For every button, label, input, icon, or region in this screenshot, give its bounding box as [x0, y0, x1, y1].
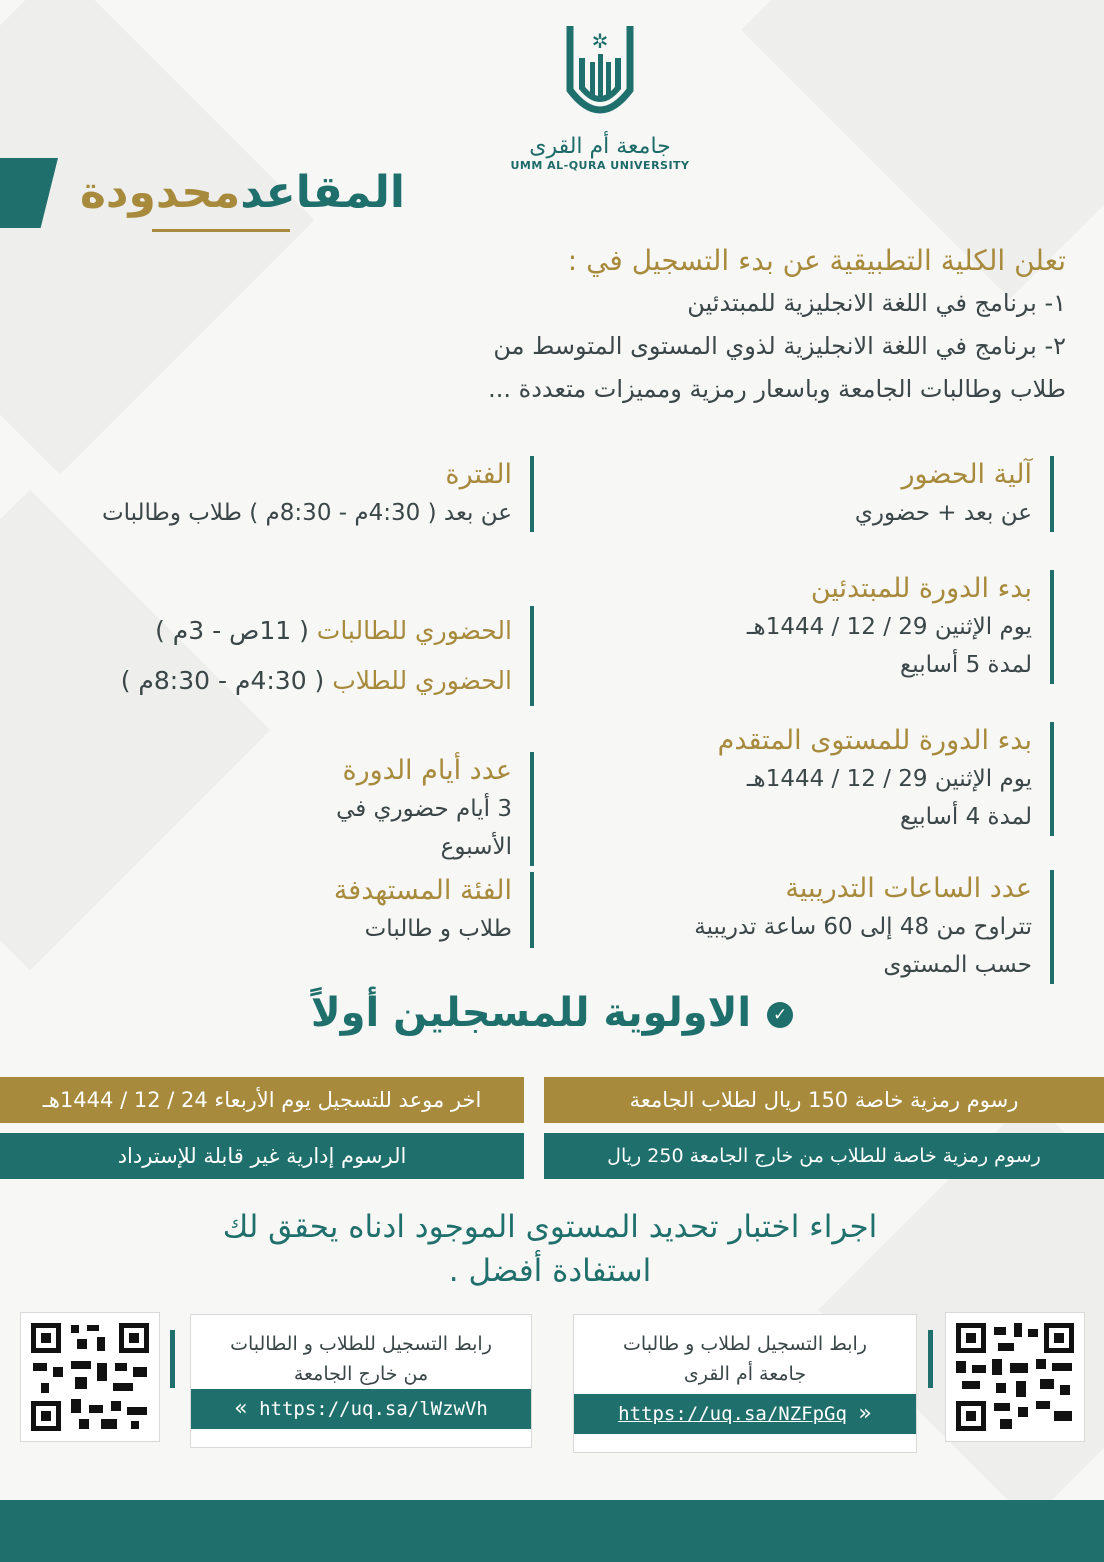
university-emblem-icon [558, 18, 642, 130]
beginners-start-block [672, 570, 1054, 684]
priority-text: الاولوية للمسجلين أولاً [310, 990, 752, 1036]
banner-underline [152, 229, 290, 232]
placement-test-line: استفادة أفضل . [448, 1253, 652, 1289]
intro-line: ٢- برنامج في اللغة الانجليزية لذوي المستوى المتوسط من [493, 332, 1066, 360]
training-hours-block [612, 870, 1054, 984]
divider-line [170, 1330, 175, 1388]
beginners-start-date: يوم الإثنين 29 / 12 / 1444هـ [746, 614, 1032, 640]
in-person-male-time: ( 4:30م - 8:30م ) [120, 666, 325, 695]
external-link-url[interactable]: https://uq.sa/lWzwVh [259, 1398, 488, 1420]
external-link-line: رابط التسجيل للطلاب و الطالبات [230, 1333, 492, 1355]
double-chevron-right-icon: » [858, 1401, 872, 1426]
qr-code-external[interactable] [20, 1312, 160, 1442]
logo-name-en: UMM AL-QURA UNIVERSITY [510, 159, 690, 172]
attendance-mode-label: آلية الحضور [901, 459, 1032, 490]
in-person-male-row [52, 656, 512, 706]
qr-code-internal[interactable] [945, 1312, 1085, 1442]
target-group-value: طلاب و طالبات [364, 916, 512, 942]
banner-word-2: محدودة [79, 167, 241, 218]
nonrefundable-bar: الرسوم إدارية غير قابلة للإسترداد [0, 1133, 524, 1179]
fee-internal-bar: رسوم رمزية خاصة 150 ريال لطلاب الجامعة [544, 1077, 1104, 1123]
internal-link-caption [574, 1315, 916, 1389]
double-chevron-left-icon: « [234, 1396, 248, 1421]
in-person-female-time: ( 11ص - 3م ) [155, 616, 309, 645]
university-logo [500, 18, 700, 188]
internal-link-line: رابط التسجيل لطلاب و طالبات [623, 1333, 867, 1355]
training-hours-label: عدد الساعات التدريبية [785, 873, 1032, 904]
limited-seats-title [60, 160, 405, 230]
intro-line: ١- برنامج في اللغة الانجليزية للمبتدئين [687, 289, 1066, 317]
beginners-duration: لمدة 5 أسابيع [900, 652, 1032, 678]
internal-link-url[interactable]: https://uq.sa/NZFpGq [618, 1403, 847, 1425]
qr-code-icon [31, 1323, 149, 1431]
external-link-line: من خارج الجامعة [293, 1363, 429, 1385]
period-label: الفترة [445, 459, 512, 490]
course-days-block [282, 752, 534, 866]
internal-register-link[interactable] [574, 1394, 916, 1434]
attendance-mode-value: عن بعد + حضوري [854, 500, 1032, 526]
announcement-intro [346, 240, 1066, 411]
target-group-block [282, 872, 534, 948]
svg-text:✲: ✲ [591, 29, 609, 53]
course-days-label: عدد أيام الدورة [342, 755, 512, 786]
placement-test-line: اجراء اختبار تحديد المستوى الموجود ادناه يحقق لك [222, 1209, 878, 1245]
internal-link-line: جامعة أم القرى [683, 1363, 807, 1385]
logo-name-ar: جامعة أم القرى [529, 134, 671, 159]
priority-statement [0, 990, 1104, 1036]
check-circle-icon: ✓ [767, 1002, 793, 1028]
in-person-male-label: الحضوري للطلاب [332, 666, 512, 695]
period-value: عن بعد ( 4:30م - 8:30م ) طلاب وطالبات [101, 500, 512, 526]
fee-external-bar: رسوم رمزية خاصة للطلاب من خارج الجامعة 250 ريال [544, 1133, 1104, 1179]
external-link-caption [191, 1315, 531, 1389]
background-decor [0, 0, 315, 475]
in-person-female-row [52, 606, 512, 656]
period-block [12, 456, 534, 532]
in-person-block [52, 606, 534, 706]
attendance-mode-block [732, 456, 1054, 532]
training-hours-note: حسب المستوى [883, 952, 1032, 978]
course-days-value: 3 أيام حضوري في الأسبوع [336, 796, 512, 860]
training-hours-range: تتراوح من 48 إلى 60 ساعة تدريبية [694, 914, 1032, 940]
in-person-female-label: الحضوري للطالبات [316, 616, 512, 645]
target-group-label: الفئة المستهدفة [333, 875, 512, 906]
divider-line [928, 1330, 933, 1388]
internal-link-card [573, 1314, 917, 1453]
intro-heading: تعلن الكلية التطبيقية عن بدء التسجيل في : [567, 244, 1066, 277]
placement-test-note [120, 1205, 980, 1293]
footer-bar [0, 1500, 1104, 1562]
intro-line: طلاب وطالبات الجامعة وباسعار رمزية ومميزات متعددة ... [488, 375, 1066, 403]
advanced-start-date: يوم الإثنين 29 / 12 / 1444هـ [746, 766, 1032, 792]
advanced-start-label: بدء الدورة للمستوى المتقدم [717, 725, 1032, 756]
external-register-link[interactable] [191, 1389, 531, 1429]
deadline-bar: اخر موعد للتسجيل يوم الأربعاء 24 / 12 / 1444هـ [0, 1077, 524, 1123]
advanced-start-block [652, 722, 1054, 836]
external-link-card [190, 1314, 532, 1448]
qr-code-icon [956, 1323, 1074, 1431]
banner-word-1: المقاعد [240, 167, 405, 218]
beginners-start-label: بدء الدورة للمبتدئين [810, 573, 1032, 604]
advanced-duration: لمدة 4 أسابيع [900, 804, 1032, 830]
background-decor [0, 490, 270, 971]
